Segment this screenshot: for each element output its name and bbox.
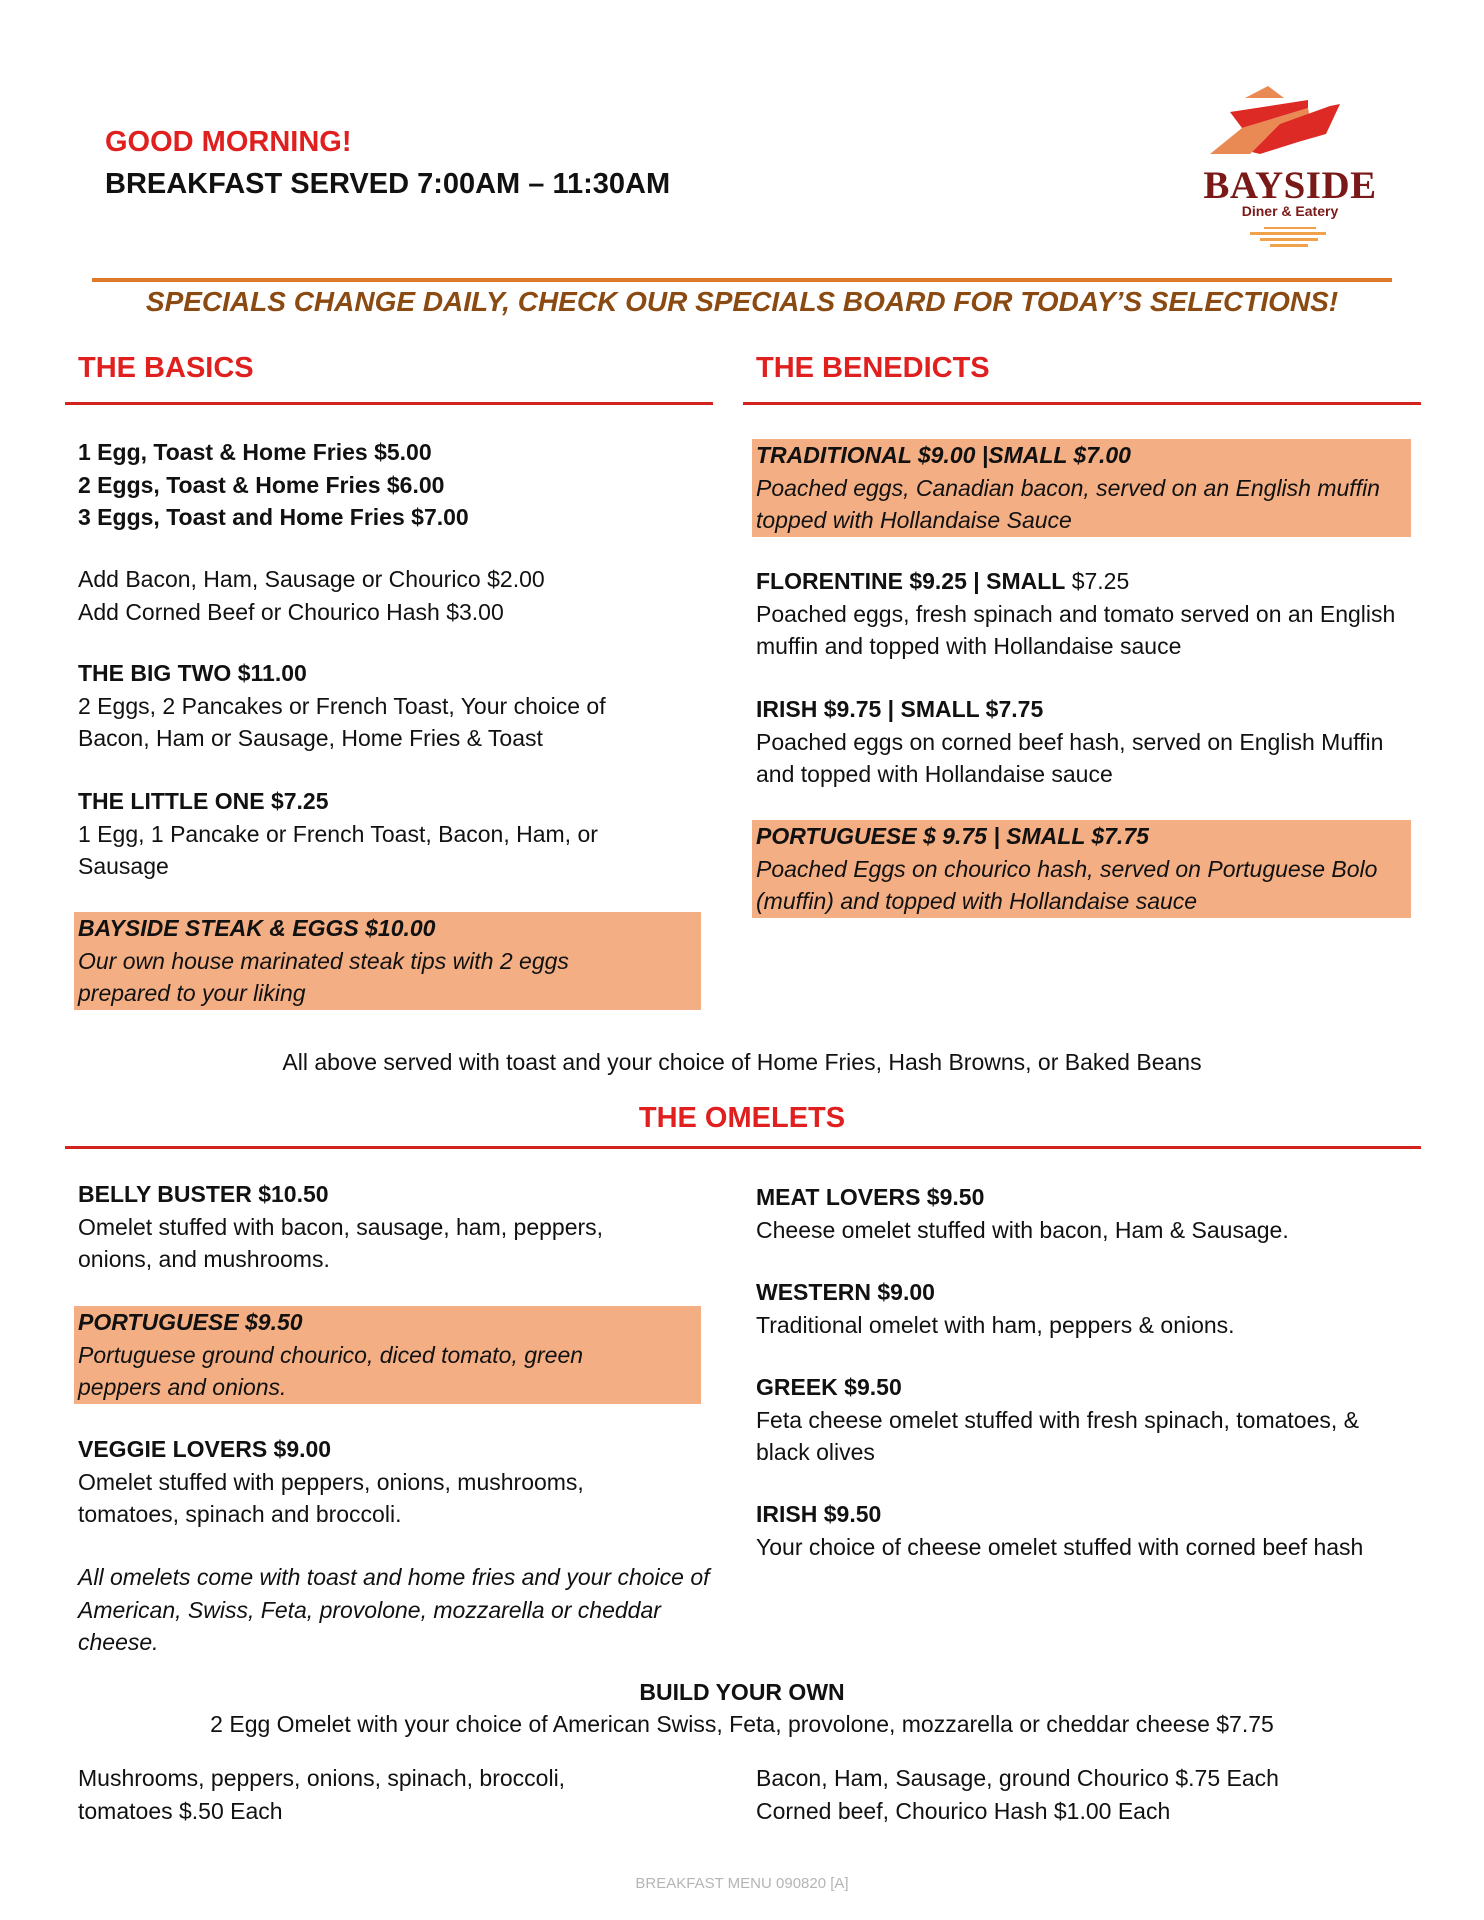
item-description: Poached eggs on corned beef hash, served on English Muffin and topped with Hollandaise sauce [756, 728, 1384, 787]
benedict-florentine [756, 565, 1396, 663]
item-small-price: $7.25 [1071, 568, 1130, 594]
section-title-omelets: THE OMELETS [638, 1102, 846, 1134]
omelet-western [756, 1276, 1416, 1341]
basics-addons [78, 563, 718, 628]
item-title: THE BIG TWO $11.00 [78, 660, 307, 686]
benedict-portuguese [752, 820, 1411, 918]
item-title: TRADITIONAL $9.00 |SMALL $7.00 [756, 442, 1131, 468]
item-description: Cheese omelet stuffed with bacon, Ham & Sausage. [756, 1216, 1289, 1243]
omelet-belly-buster [78, 1178, 668, 1276]
item-title: IRISH $9.75 | SMALL $7.75 [756, 696, 1044, 722]
benedict-traditional [752, 439, 1411, 537]
item-description: Feta cheese omelet stuffed with fresh spinach, tomatoes, & black olives [756, 1406, 1360, 1465]
item-description: Traditional omelet with ham, peppers & onions. [756, 1311, 1235, 1338]
logo-name: BAYSIDE [1203, 164, 1377, 207]
item-description: 1 Egg, 1 Pancake or French Toast, Bacon, Ham, or Sausage [78, 820, 598, 879]
omelets-cheese-note: All omelets come with toast and home fries and your choice of American, Swiss, Feta, provolone, mozzarella or cheddar cheese. [78, 1564, 710, 1655]
basics-egg-list [78, 436, 718, 534]
basics-divider [65, 402, 713, 405]
menu-item-little-one [78, 785, 648, 883]
benedict-irish [756, 693, 1396, 791]
basics-addon-line: Add Corned Beef or Chourico Hash $3.00 [78, 598, 504, 625]
item-title: IRISH $9.50 [756, 1501, 882, 1527]
sides-note: All above served with toast and your choice of Home Fries, Hash Browns, or Baked Beans [282, 1049, 1202, 1075]
item-description: Poached eggs, Canadian bacon, served on an English muffin topped with Hollandaise Sauce [756, 474, 1380, 533]
logo-subtitle: Diner & Eatery [1241, 203, 1339, 219]
basics-egg-line: 3 Eggs, Toast and Home Fries $7.00 [78, 504, 469, 530]
build-your-own-base: 2 Egg Omelet with your choice of American Swiss, Feta, provolone, mozzarella or cheddar cheese $7.75 [210, 1711, 1274, 1737]
build-your-own-meat-addons [756, 1762, 1416, 1827]
menu-item-big-two [78, 657, 648, 755]
section-title-benedicts: THE BENEDICTS [756, 352, 990, 384]
build-your-own-veg-addons: Mushrooms, peppers, onions, spinach, broccoli, tomatoes $.50 Each [78, 1765, 566, 1824]
item-description: Poached Eggs on chourico hash, served on Portuguese Bolo (muffin) and topped with Hollandaise sauce [756, 855, 1378, 914]
item-title: WESTERN $9.00 [756, 1279, 935, 1305]
item-description: Our own house marinated steak tips with 2 eggs prepared to your liking [78, 947, 569, 1006]
item-description: Omelet stuffed with bacon, sausage, ham, peppers, onions, and mushrooms. [78, 1213, 604, 1272]
menu-item-steak-and-eggs [74, 912, 701, 1010]
meat-addon-line: Bacon, Ham, Sausage, ground Chourico $.75 Each [756, 1765, 1279, 1791]
item-description: Your choice of cheese omelet stuffed with corned beef hash [756, 1533, 1364, 1560]
basics-egg-line: 2 Eggs, Toast & Home Fries $6.00 [78, 471, 445, 498]
omelet-greek [756, 1371, 1416, 1469]
item-description: 2 Eggs, 2 Pancakes or French Toast, Your choice of Bacon, Ham or Sausage, Home Fries & Toast [78, 692, 606, 751]
item-title: FLORENTINE $9.25 | SMALL [756, 568, 1066, 594]
omelets-divider [65, 1146, 1421, 1149]
benedicts-divider [743, 402, 1421, 405]
item-description: Omelet stuffed with peppers, onions, mushrooms, tomatoes, spinach and broccoli. [78, 1468, 584, 1527]
basics-egg-line: 1 Egg, Toast & Home Fries $5.00 [78, 439, 432, 465]
item-description: Poached eggs, fresh spinach and tomato served on an English muffin and topped with Hollandaise sauce [756, 600, 1396, 659]
greeting-heading: GOOD MORNING! [105, 126, 352, 158]
page-footer: BREAKFAST MENU 090820 [A] [635, 1875, 849, 1892]
specials-banner: SPECIALS CHANGE DAILY, CHECK OUR SPECIALS BOARD FOR TODAY’S SELECTIONS! [145, 286, 1339, 317]
section-title-basics: THE BASICS [78, 352, 254, 384]
item-title: PORTUGUESE $ 9.75 | SMALL $7.75 [756, 823, 1149, 849]
item-title: MEAT LOVERS $9.50 [756, 1184, 985, 1210]
item-title: BAYSIDE STEAK & EGGS $10.00 [78, 915, 436, 941]
item-title: PORTUGUESE $9.50 [78, 1309, 303, 1335]
omelet-veggie-lovers [78, 1433, 668, 1531]
build-your-own-title: BUILD YOUR OWN [639, 1679, 845, 1705]
breakfast-hours: BREAKFAST SERVED 7:00AM – 11:30AM [105, 168, 671, 200]
omelet-meat-lovers [756, 1181, 1416, 1246]
item-title: GREEK $9.50 [756, 1374, 902, 1400]
basics-addon-line: Add Bacon, Ham, Sausage or Chourico $2.00 [78, 566, 545, 592]
item-title: THE LITTLE ONE $7.25 [78, 788, 329, 814]
omelet-portuguese [74, 1306, 701, 1404]
meat-addon-line: Corned beef, Chourico Hash $1.00 Each [756, 1797, 1171, 1824]
item-description: Portuguese ground chourico, diced tomato, green peppers and onions. [78, 1341, 584, 1400]
item-title: BELLY BUSTER $10.50 [78, 1181, 329, 1207]
header-divider [92, 278, 1392, 282]
item-title: VEGGIE LOVERS $9.00 [78, 1436, 332, 1462]
omelet-irish [756, 1498, 1396, 1563]
